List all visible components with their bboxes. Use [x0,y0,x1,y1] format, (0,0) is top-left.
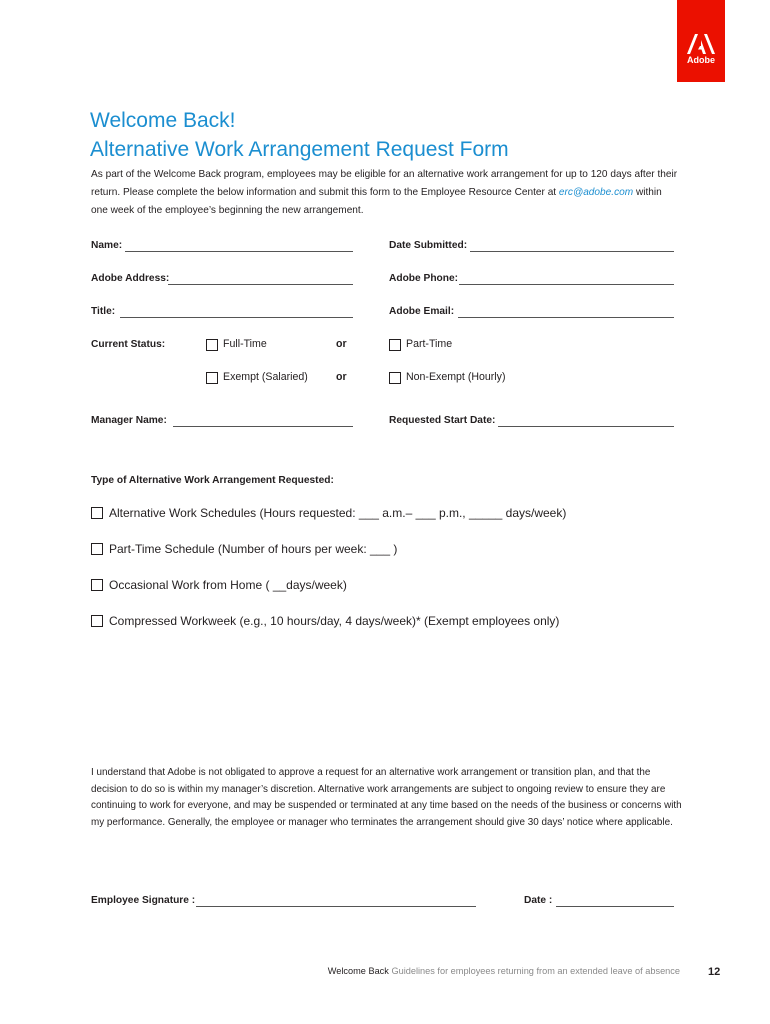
adobe-address-label: Adobe Address: [91,273,170,284]
date-field[interactable] [556,906,674,907]
title-label: Title: [91,306,116,317]
erc-email-link[interactable]: erc@adobe.com [558,187,634,198]
disclaimer-paragraph: I understand that Adobe is not obligated to approve a request for an alternative work arrangement or transition plan, and that the decision to do so is within my manager’s discretion. Alternative work arrangements are subject to ongoing review to ensure they are continuing to work for everyone, and may be suspended or terminated at any time based on the needs of the business or concerns with my performance. Generally, the employee or manager who terminates the arrangement should give 30 days’ notice where applicable. [91,767,682,828]
work-arrangement-heading: Type of Alternative Work Arrangement Requested: [91,475,334,486]
title-field[interactable] [120,317,353,318]
compressed-workweek-label: Compressed Workweek (e.g., 10 hours/day, 4 days/week)* (Exempt employees only) [109,614,560,628]
non-exempt-label: Non-Exempt (Hourly) [406,371,506,383]
logo-text: Adobe [687,55,715,65]
date-label: Date : [524,895,553,906]
adobe-logo-icon [687,34,715,54]
date-submitted-field[interactable] [470,251,674,252]
alt-schedule-label: Alternative Work Schedules (Hours requested: ___ a.m.– ___ p.m., _____ days/week) [109,506,567,520]
work-from-home-label: Occasional Work from Home ( __days/week) [109,578,347,592]
adobe-address-field[interactable] [168,284,353,285]
requested-start-date-field[interactable] [498,426,674,427]
adobe-phone-label: Adobe Phone: [389,273,459,284]
current-status-label: Current Status: [91,339,166,350]
compressed-workweek-checkbox[interactable] [91,615,103,627]
adobe-logo [677,0,725,82]
name-field[interactable] [125,251,353,252]
page-subtitle: Alternative Work Arrangement Request Form [90,138,509,161]
employee-signature-label: Employee Signature : [91,895,196,906]
or-label: or [336,338,347,350]
part-time-label: Part-Time [406,338,453,350]
requested-start-date-label: Requested Start Date: [389,415,496,426]
alt-schedule-checkbox[interactable] [91,507,103,519]
adobe-phone-field[interactable] [459,284,674,285]
full-time-label: Full-Time [223,338,267,350]
footer [250,966,680,976]
manager-name-field[interactable] [173,426,353,427]
exempt-label: Exempt (Salaried) [223,371,308,383]
date-submitted-label: Date Submitted: [389,240,468,251]
non-exempt-checkbox[interactable] [389,372,401,384]
exempt-checkbox[interactable] [206,372,218,384]
part-time-schedule-label: Part-Time Schedule (Number of hours per week: ___ ) [109,542,398,556]
intro-text: As part of the Welcome Back program, employees may be eligible for an alternative work arrangement for up to 120 days after their return. Please complete the below information and submit this form to the Employee Resource Center at [91,169,678,198]
intro-text-end: within one week of the employee’s beginning the new arrangement. [91,187,662,216]
part-time-checkbox[interactable] [389,339,401,351]
name-label: Name: [91,240,123,251]
work-from-home-checkbox[interactable] [91,579,103,591]
page-title: Welcome Back! [90,109,236,132]
footer-title: Welcome Back [327,966,389,976]
part-time-schedule-checkbox[interactable] [91,543,103,555]
adobe-email-field[interactable] [458,317,674,318]
page-number: 12 [708,966,721,978]
intro-paragraph [91,166,681,220]
manager-name-label: Manager Name: [91,415,167,426]
full-time-checkbox[interactable] [206,339,218,351]
employee-signature-field[interactable] [196,906,476,907]
footer-subtitle: Guidelines for employees returning from an extended leave of absence [391,966,680,976]
adobe-email-label: Adobe Email: [389,306,455,317]
or-label: or [336,371,347,383]
